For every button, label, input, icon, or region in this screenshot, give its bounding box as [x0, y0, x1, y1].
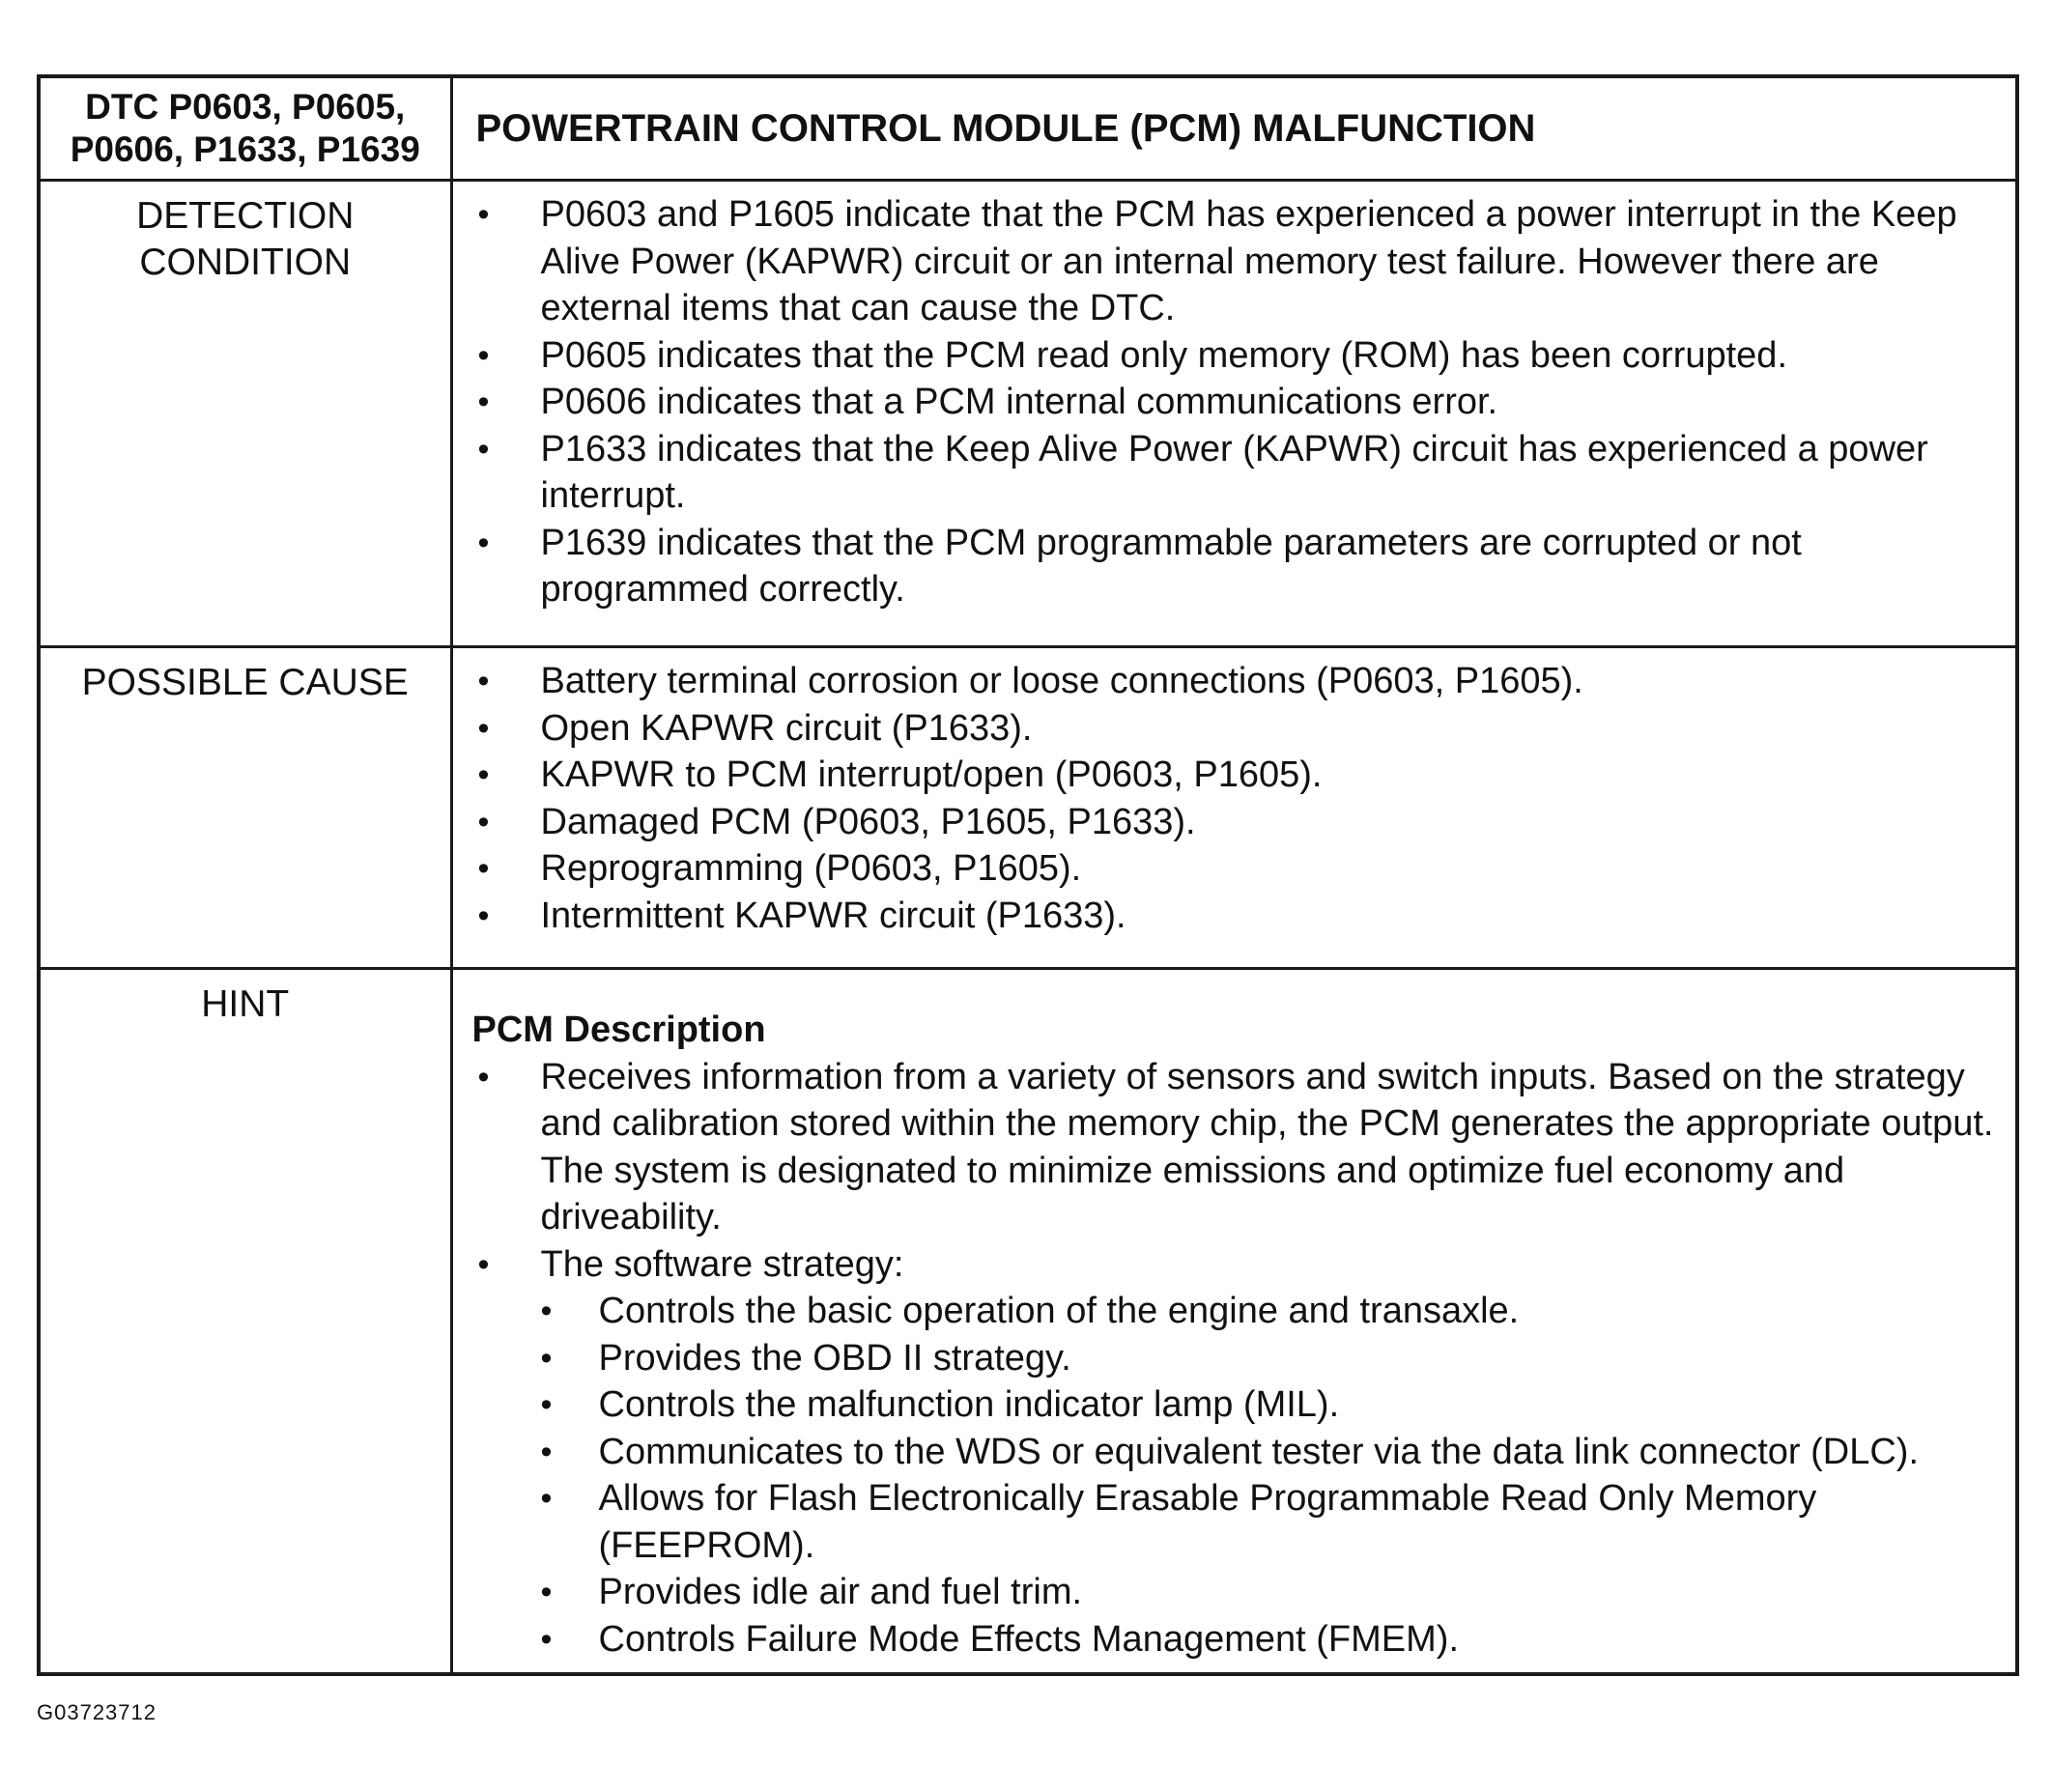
detection-row: [39, 181, 2017, 647]
list-item: • P1639 indicates that the PCM programmable parameters are corrupted or not programmed correctly.: [472, 520, 1997, 613]
figure-id: G03723712: [37, 1700, 157, 1724]
software-strategy-label: The software strategy:: [540, 1243, 904, 1285]
sub-list-item: • Provides the OBD II strategy.: [541, 1335, 1997, 1382]
list-item: • Damaged PCM (P0603, P1605, P1633).: [472, 799, 1997, 846]
cause-list: [472, 658, 1997, 939]
hint-label-cell: [39, 969, 451, 1675]
sub-list-item: • Controls the basic operation of the engine and transaxle.: [541, 1288, 1997, 1335]
list-item: • P0605 indicates that the PCM read only memory (ROM) has been corrupted.: [472, 332, 1997, 380]
hint-title: PCM Description: [471, 1010, 766, 1050]
dtc-codes-cell: [39, 76, 451, 181]
title-cell: [451, 76, 2017, 181]
list-item: • Battery terminal corrosion or loose connections (P0603, P1605).: [472, 658, 1997, 705]
hint-row: [39, 969, 2017, 1675]
list-item: • Intermittent KAPWR circuit (P1633).: [472, 893, 1997, 940]
table-title: POWERTRAIN CONTROL MODULE (PCM) MALFUNCTION: [475, 106, 1536, 150]
list-item: • P0606 indicates that a PCM internal communications error.: [472, 379, 1997, 426]
sub-list-item: • Allows for Flash Electronically Erasable Programmable Read Only Memory (FEEPROM).: [541, 1475, 1997, 1569]
sub-list-item: • Controls Failure Mode Effects Management (FMEM).: [541, 1616, 1997, 1664]
software-strategy-list: [541, 1288, 1997, 1663]
header-row: [39, 76, 2017, 181]
dtc-table: [37, 74, 2019, 1676]
detection-content: [451, 181, 2017, 647]
detection-list: [472, 191, 1997, 613]
sub-list-item: • Provides idle air and fuel trim.: [541, 1569, 1997, 1616]
list-item: • P1633 indicates that the Keep Alive Power (KAPWR) circuit has experienced a power interrupt.: [472, 426, 1997, 520]
cause-label: POSSIBLE CAUSE: [81, 662, 409, 703]
cause-row: [39, 647, 2017, 969]
hint-list: [472, 1054, 1997, 1664]
detection-label-cell: [39, 181, 451, 647]
list-item: • Open KAPWR circuit (P1633).: [472, 705, 1997, 753]
list-item: • Receives information from a variety of sensors and switch inputs. Based on the strategy and calibration stored within the memory chip, the PCM generates the appropriate output. The system is designated to minimize emissions and optimize fuel economy and driveability.: [472, 1054, 1997, 1241]
detection-label: DETECTION CONDITION: [136, 195, 355, 283]
sub-list-item: • Communicates to the WDS or equivalent tester via the data link connector (DLC).: [541, 1429, 1997, 1476]
list-item: • Reprogramming (P0603, P1605).: [472, 845, 1997, 893]
dtc-codes: DTC P0603, P0605, P0606, P1633, P1639: [70, 87, 420, 169]
sub-list-item: • Controls the malfunction indicator lamp (MIL).: [541, 1381, 1997, 1429]
hint-content: [451, 969, 2017, 1675]
list-item: • P0603 and P1605 indicate that the PCM has experienced a power interrupt in the Keep Alive Power (KAPWR) circuit or an internal memory test failure. However there are external items that can cause the DTC.: [472, 191, 1997, 332]
hint-label: HINT: [201, 983, 290, 1025]
cause-label-cell: [39, 647, 451, 969]
list-item: [472, 1241, 1997, 1664]
cause-content: [451, 647, 2017, 969]
list-item: • KAPWR to PCM interrupt/open (P0603, P1605).: [472, 752, 1997, 799]
